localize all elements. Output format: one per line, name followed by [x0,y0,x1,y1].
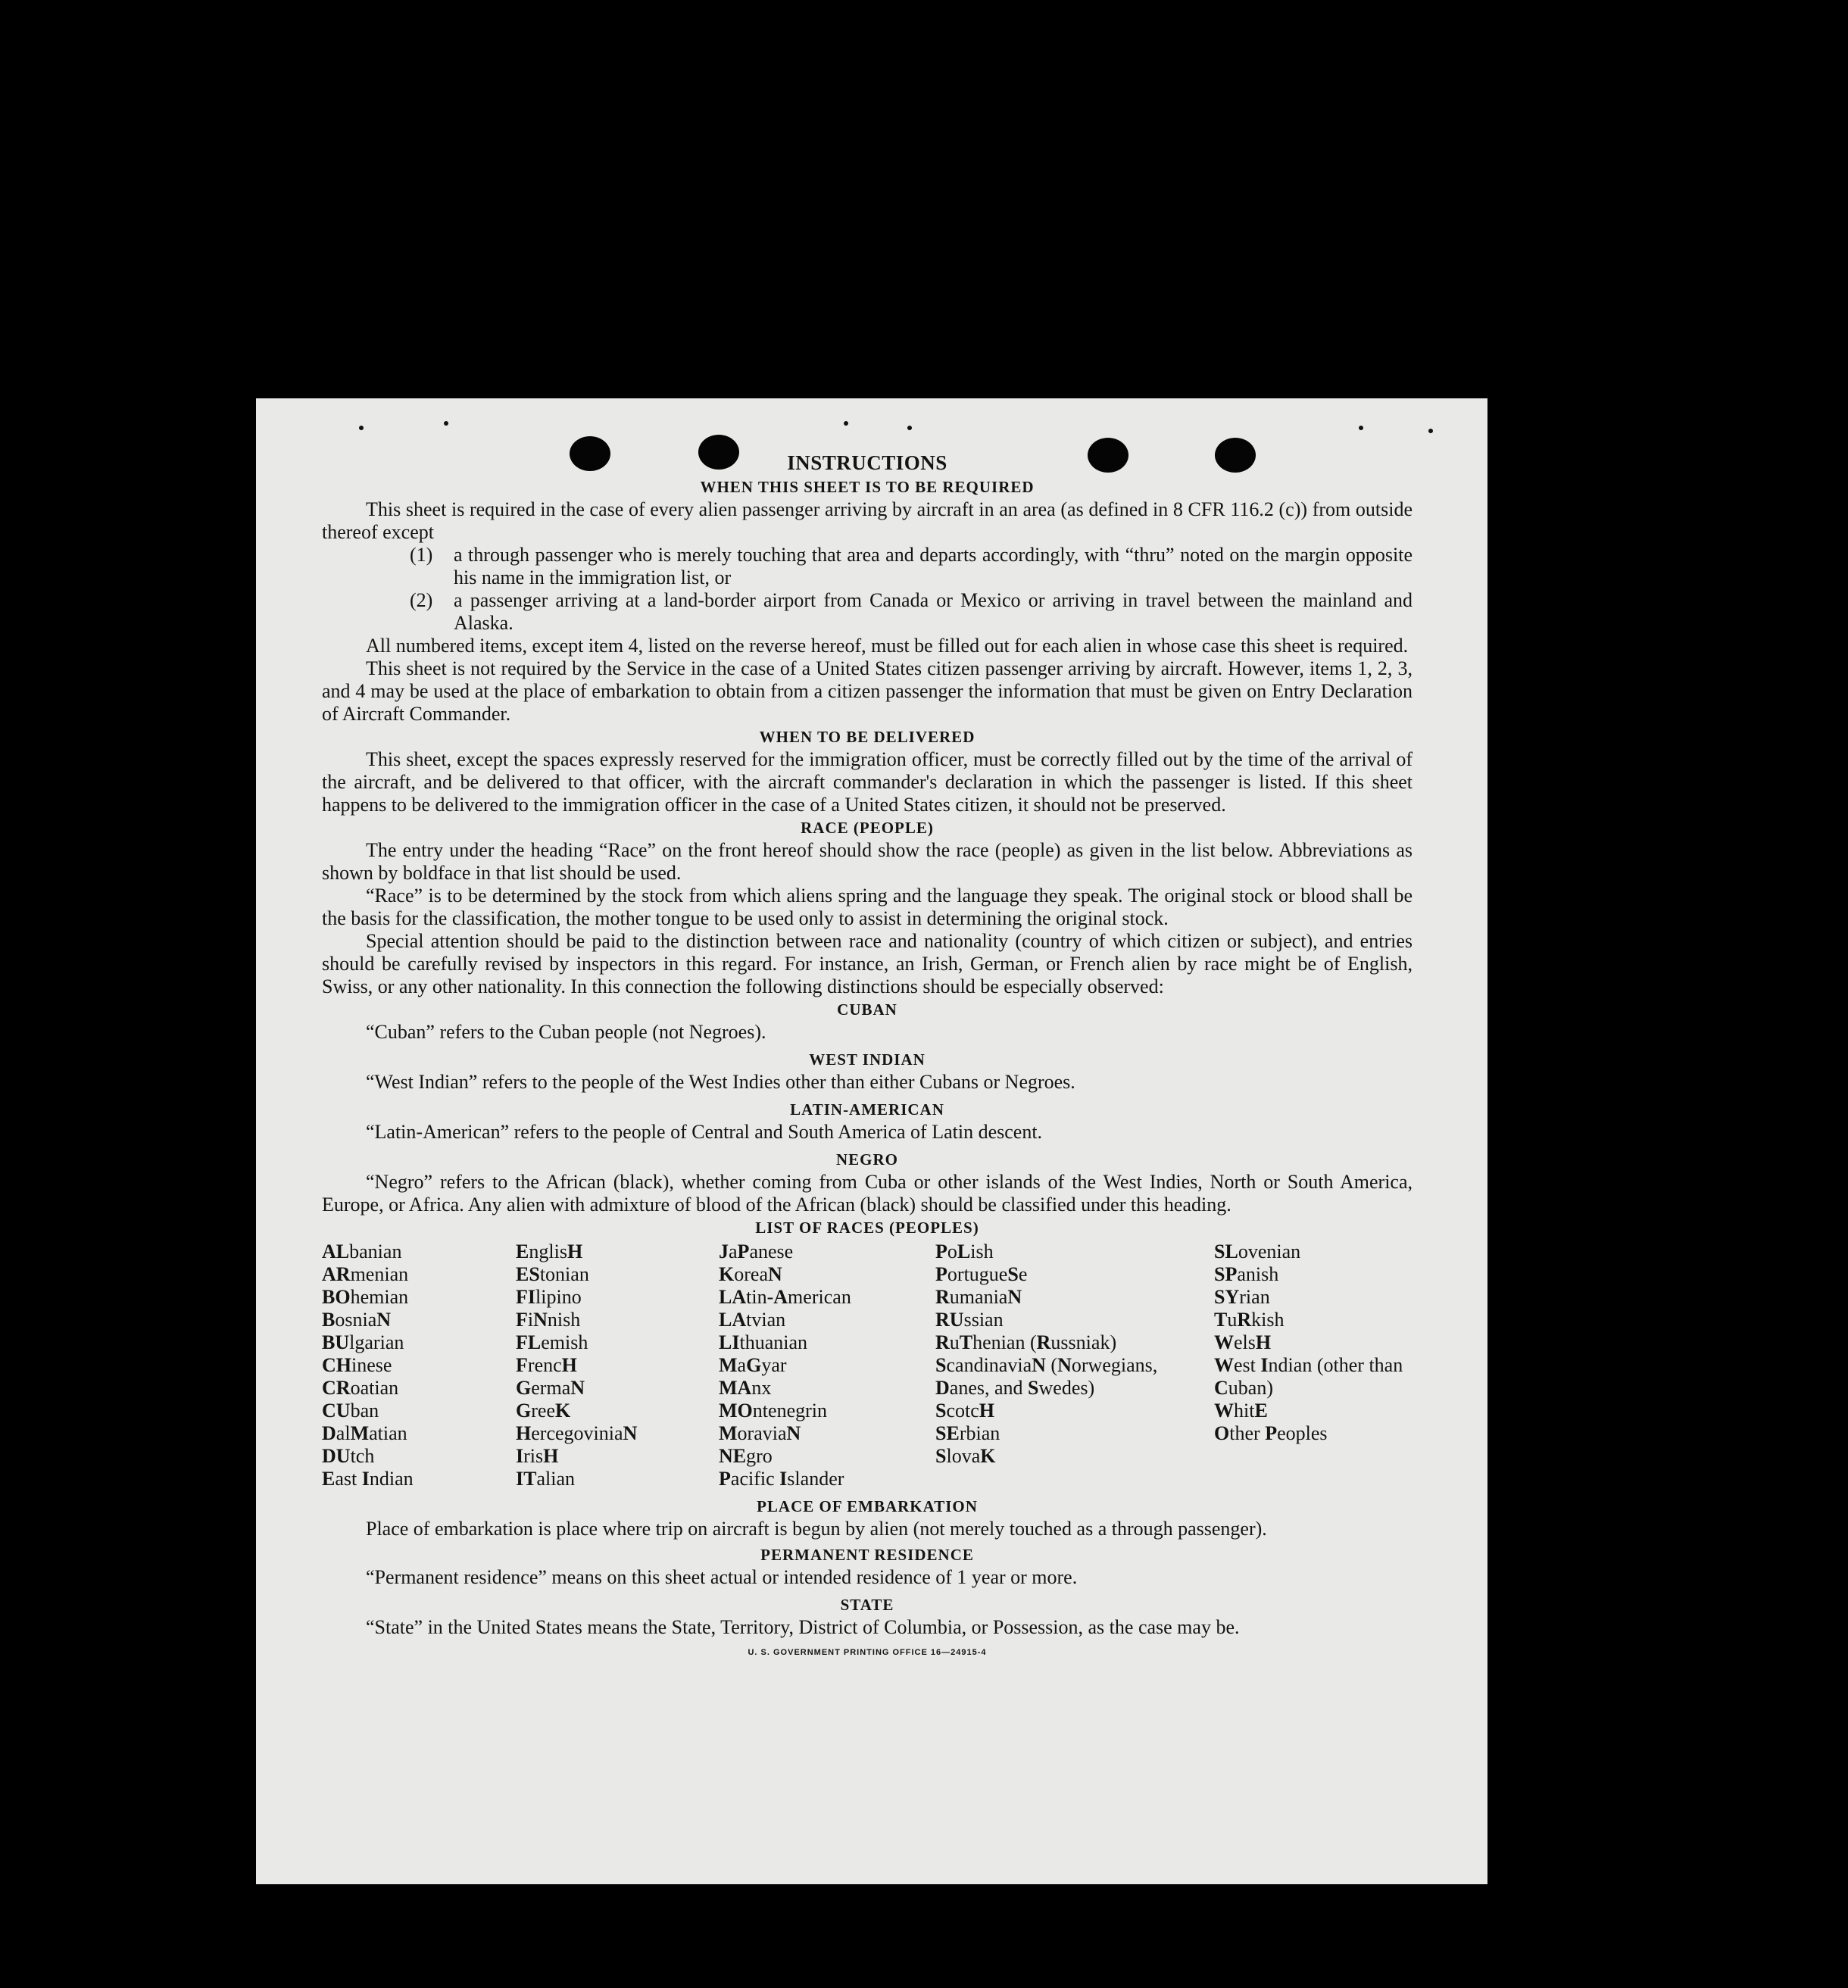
race-entry: FrencH [516,1354,577,1376]
race-entry: EnglisH [516,1241,583,1262]
section-heading-list-of-races: LIST OF RACES (PEOPLES) [755,1219,979,1237]
race-entry: WhitE [1214,1400,1268,1422]
race-entry: IrisH [516,1445,559,1467]
speck [907,426,912,430]
speck [359,426,364,430]
instructions-content [322,450,1413,1657]
race-entry: GermaN [516,1377,585,1399]
section-heading-embarkation: PLACE OF EMBARKATION [757,1497,978,1515]
section-heading-residence: PERMANENT RESIDENCE [760,1546,974,1564]
race-entry: SPanish [1214,1263,1279,1285]
races-list [322,1241,1413,1490]
races-column [719,1241,935,1490]
race-entry: RumaniaN [935,1286,1022,1308]
race-entry: SErbian [935,1422,1000,1444]
race-entry: PortugueSe [935,1263,1028,1285]
latin-american-text: “Latin-American” refers to the people of Central and South America of Latin descent. [366,1121,1043,1143]
race-para-1: The entry under the heading “Race” on the front hereof should show the race (people) as given in the list below. Abbreviations as shown by boldface in that list should be used. [322,839,1413,884]
race-entry: LIthuanian [719,1331,808,1353]
race-para-2: “Race” is to be determined by the stock from which aliens spring and the language they speak. The original stock or blood shall be the basis for the classification, the mother tongue to be used only to assist in determining the original stock. [322,885,1413,929]
race-entry: DUtch [322,1445,375,1467]
document-page [256,398,1487,1884]
race-entry: RuThenian (Russniak) [935,1331,1117,1353]
race-entry: CUban [322,1400,379,1422]
race-entry: ScandinaviaN (Norwegians, Danes, and Swedes) [935,1354,1158,1399]
race-entry: Other Peoples [1214,1422,1328,1444]
speck [1359,426,1363,430]
embarkation-text: Place of embarkation is place where trip on aircraft is begun by alien (not merely touched as a through passenger). [366,1518,1267,1540]
section-heading-when-required: WHEN THIS SHEET IS TO BE REQUIRED [700,478,1035,496]
race-entry: BUlgarian [322,1331,404,1353]
section-heading-west-indian: WEST INDIAN [809,1050,926,1069]
race-entry: JaPanese [719,1241,794,1262]
races-column [1214,1241,1413,1490]
delivered-text: This sheet, except the spaces expressly reserved for the immigration officer, must be correctly filled out by the time of the arrival of the aircraft, and be delivered to that officer, with the aircraft commander's declaration in which the passenger is listed. If this sheet happens to be delivered to the immigration officer in the case of a United States citizen, it should not be preserved. [322,748,1413,816]
section-heading-cuban: CUBAN [837,1000,897,1019]
race-entry: MAnx [719,1377,772,1399]
race-entry: RUssian [935,1309,1004,1331]
race-entry: LAtvian [719,1309,786,1331]
race-entry: KoreaN [719,1263,782,1285]
speck [444,421,448,426]
race-entry: ITalian [516,1468,576,1490]
race-entry: FiNnish [516,1309,581,1331]
race-entry: PoLish [935,1241,994,1262]
speck [1428,429,1433,433]
cuban-text: “Cuban” refers to the Cuban people (not Negroes). [366,1021,766,1043]
race-entry: NEgro [719,1445,773,1467]
race-para-3: Special attention should be paid to the distinction between race and nationality (country of which citizen or subject), and entries should be carefully revised by inspectors in this regard. For instance, an Irish, German, or French alien by race might be of English, Swiss, or any other nationality. In this connection the following distinctions should be especially observed: [322,930,1413,997]
race-entry: ScotcH [935,1400,995,1422]
race-entry: SLovenian [1214,1241,1301,1262]
race-entry: BOhemian [322,1286,409,1308]
required-para-3: This sheet is not required by the Service in the case of a United States citizen passenger arriving by aircraft. However, items 1, 2, 3, and 4 may be used at the place of embarkation to obtain from a citizen passenger the information that must be given on Entry Declaration of Aircraft Commander. [322,657,1413,725]
race-entry: ARmenian [322,1263,409,1285]
race-entry: WelsH [1214,1331,1272,1353]
residence-text: “Permanent residence” means on this sheet actual or intended residence of 1 year or more. [366,1566,1078,1588]
race-entry: SYrian [1214,1286,1270,1308]
race-entry: Pacific Islander [719,1468,844,1490]
section-heading-when-delivered: WHEN TO BE DELIVERED [759,728,976,746]
race-entry: MOntenegrin [719,1400,828,1422]
race-entry: BosniaN [322,1309,392,1331]
race-entry: SlovaK [935,1445,996,1467]
races-column [935,1241,1214,1490]
speck [844,421,848,426]
section-heading-state: STATE [840,1596,894,1614]
race-entry: CHinese [322,1354,392,1376]
printing-office-footer: U. S. GOVERNMENT PRINTING OFFICE 16—24915-4 [748,1648,987,1657]
section-heading-negro: NEGRO [835,1150,898,1169]
race-entry: West Indian (other than Cuban) [1214,1354,1403,1399]
race-entry: CRoatian [322,1377,399,1399]
state-text: “State” in the United States means the State, Territory, District of Columbia, or Possession, as the case may be. [366,1616,1240,1638]
race-entry: ALbanian [322,1241,402,1262]
races-column [516,1241,719,1490]
race-entry: DalMatian [322,1422,407,1444]
race-entry: EStonian [516,1263,589,1285]
race-entry: GreeK [516,1400,571,1422]
section-heading-race: RACE (PEOPLE) [801,819,934,837]
exception-item: (2) a passenger arriving at a land-border airport from Canada or Mexico or arriving in travel between the mainland and Alaska. [410,589,1413,634]
race-entry: HercegoviniaN [516,1422,638,1444]
exception-item: (1) a through passenger who is merely touching that area and departs accordingly, with “thru” noted on the margin opposite his name in the immigration list, or [410,544,1413,588]
race-entry: MoraviaN [719,1422,801,1444]
negro-text: “Negro” refers to the African (black), whether coming from Cuba or other islands of the West Indies, North or South America, Europe, or Africa. Any alien with admixture of blood of the African (black) should be classified under this heading. [322,1171,1413,1216]
required-intro: This sheet is required in the case of every alien passenger arriving by aircraft in an area (as defined in 8 CFR 116.2 (c)) from outside thereof except [322,498,1413,543]
document-title: INSTRUCTIONS [787,451,947,474]
exceptions-list [322,544,1413,635]
section-heading-latin-american: LATIN-AMERICAN [790,1100,944,1119]
race-entry: TuRkish [1214,1309,1285,1331]
races-column [322,1241,516,1490]
race-entry: LAtin-American [719,1286,851,1308]
west-indian-text: “West Indian” refers to the people of the West Indies other than either Cubans or Negroes. [366,1071,1075,1093]
race-entry: MaGyar [719,1354,787,1376]
race-entry: FLemish [516,1331,588,1353]
race-entry: East Indian [322,1468,414,1490]
required-para-2: All numbered items, except item 4, listed on the reverse hereof, must be filled out for each alien in whose case this sheet is required. [366,635,1409,657]
race-entry: FIlipino [516,1286,582,1308]
